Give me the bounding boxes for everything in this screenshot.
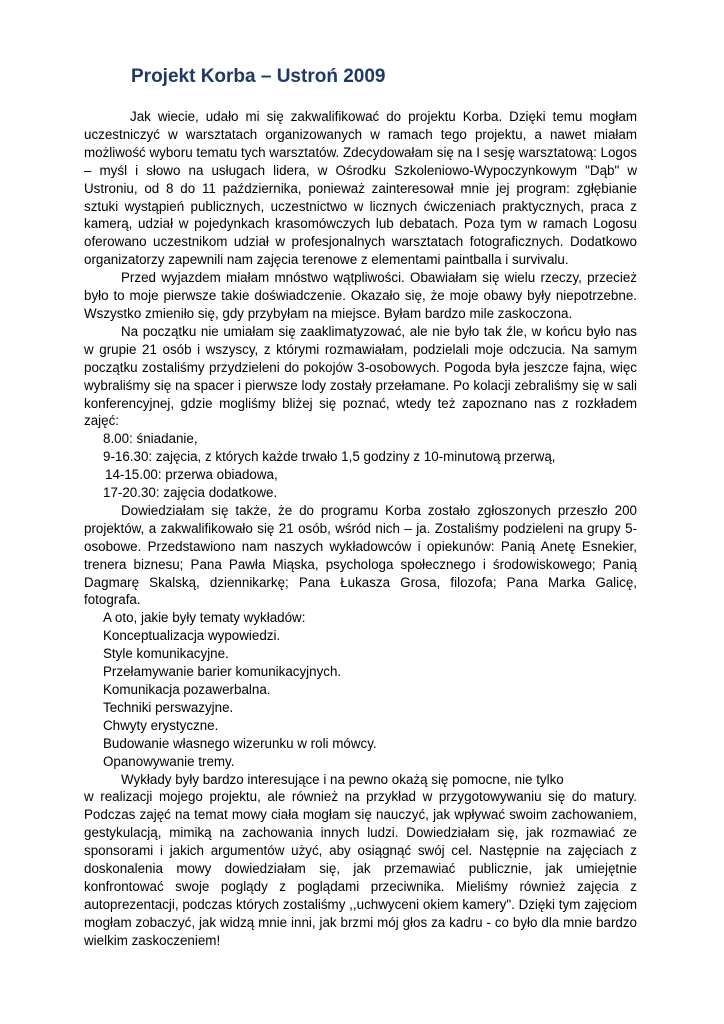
topic-item: Style komunikacyjne. bbox=[103, 646, 229, 662]
paragraph-summary: w realizacji mojego projektu, ale również na przykład w przygotowywaniu się do matury. Podczas zajęć na temat mowy ciała mogłam się nauczyć, jak wpływać swoim zachowaniem, gestykulacją, mimiką na zachowania innych ludzi. Dowiedziałam się, jak rozmawiać ze sponsorami i jakich argumentów użyć, aby osiągnąć swój cel. Następnie na zajęciach z doskonalenia mowy dowiedziałam się, jak przemawiać publicznie, jak umiejętnie konfrontować swoje poglądy z poglądami przeciwnika. Mieliśmy również zajęcia z autoprezentacji, podczas których zostaliśmy ,,uchwyceni okiem kamery". Dzięki tym zajęciom mogłam zobaczyć, jak widzą mnie inni, jak brzmi mój głos za kadru - co było dla mnie bardzo wielkim zaskoczeniem! bbox=[84, 789, 637, 948]
topic-item: Przełamywanie barier komunikacyjnych. bbox=[103, 664, 342, 680]
topic-item: Konceptualizacja wypowiedzi. bbox=[103, 628, 281, 644]
schedule-item: 8.00: śniadanie, bbox=[103, 431, 198, 447]
schedule-item: 9-16.30: zajęcia, z których każde trwało 1,5 godziny z 10-minutową przerwą, bbox=[103, 449, 556, 465]
article-body bbox=[84, 108, 637, 950]
topic-item: Budowanie własnego wizerunku w roli mówcy. bbox=[103, 735, 377, 751]
paragraph-program: Dowiedziałam się także, że do programu Korba zostało zgłoszonych przeszło 200 projektów, a zakwalifikowało się 21 osób, wśród nich – ja. Zostaliśmy podzieleni na grupy 5-osobowe. Przedstawiono nam naszych wykładowców i opiekunów: Panią Anetę Esnekier, trenera biznesu; Pana Pawła Miąska, psychologa społecznego i środowiskowego; Panią Dagmarę Skalską, dziennikarkę; Pana Łukasza Grosa, filozofa; Pana Marka Galicę, fotografa. bbox=[84, 502, 637, 608]
topics-list bbox=[84, 627, 637, 770]
topic-item: Komunikacja pozawerbalna. bbox=[103, 682, 271, 697]
paragraph-summary-first-line: Wykłady były bardzo interesujące i na pewno okażą się pomocne, nie tylko bbox=[121, 771, 564, 787]
topic-item: Opanowywanie tremy. bbox=[103, 753, 235, 769]
topics-intro: A oto, jakie były tematy wykładów: bbox=[103, 610, 306, 626]
paragraph-arrival: Na początku nie umiałam się zaaklimatyzować, ale nie było tak źle, w końcu było nas w grupie 21 osób i wszyscy, z którymi rozmawiałam, podzielali moje odczucia. Na samym początku zostaliśmy przydzieleni do pokojów 3-osobowych. Pogoda była jeszcze fajna, więc wybraliśmy się na spacer i pierwsze lody zostały przełamane. Po kolacji zebraliśmy się w sali konferencyjnej, gdzie mogliśmy bliżej się poznać, wtedy też zapoznano nas z rozkładem zajęć: bbox=[84, 323, 637, 429]
page-title: Projekt Korba – Ustroń 2009 bbox=[131, 66, 386, 87]
paragraph-intro: Jak wiecie, udało mi się zakwalifikować do projektu Korba. Dzięki temu mogłam uczestniczyć w warsztatach organizowanych w ramach tego projektu, a nawet miałam możliwość wyboru tematu tych warsztatów. Zdecydowałam się na I sesję warsztatową: Logos – myśl i słowo na usługach lidera, w Ośrodku Szkoleniowo-Wypoczynkowym "Dąb" w Ustroniu, od 8 do 11 października, ponieważ zainteresował mnie jej program: zgłębianie sztuki wystąpień publicznych, uczestnictwo w licznych ćwiczeniach praktycznych, praca z kamerą, udział w pojedynkach krasomówczych lub debatach. Poza tym w ramach Logosu oferowano uczestnikom udział w profesjonalnych warsztatach fotograficznych. Dodatkowo organizatorzy zapewnili nam zajęcia terenowe z elementami paintballa i survivalu. bbox=[84, 109, 637, 268]
topic-item: Chwyty erystyczne. bbox=[103, 717, 219, 733]
schedule-item: 14-15.00: przerwa obiadowa, bbox=[105, 467, 278, 483]
topic-item: Techniki perswazyjne. bbox=[103, 699, 234, 715]
schedule-list bbox=[84, 430, 637, 502]
paragraph-doubts: Przed wyjazdem miałam mnóstwo wątpliwości. Obawiałam się wielu rzeczy, przecież było to moje pierwsze takie doświadczenie. Okazało się, że moje obawy były niepotrzebne. Wszystko zmieniło się, gdy przybyłam na miejsce. Byłam bardzo mile zaskoczona. bbox=[84, 270, 637, 321]
schedule-item: 17-20.30: zajęcia dodatkowe. bbox=[103, 485, 278, 501]
